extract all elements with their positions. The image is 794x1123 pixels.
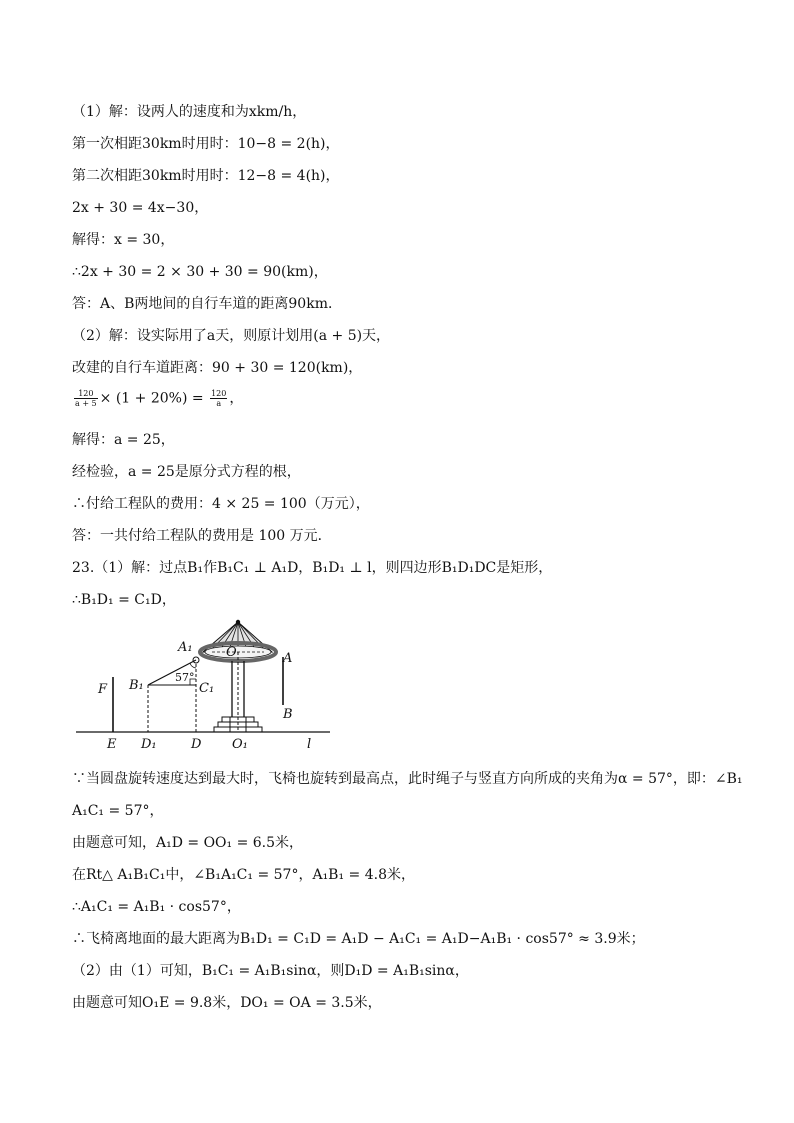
part1-line4: 2x + 30 = 4x−30， [72, 200, 209, 216]
label-angle-57: 57° [175, 671, 195, 684]
lhs-numerator: 120 [74, 389, 98, 399]
part2-answer: 答：一共付给工程队的费用是 100 万元． [72, 528, 332, 544]
rhs-denominator: a [216, 399, 222, 408]
carousel-figure [72, 617, 332, 752]
label-D: D [191, 737, 202, 752]
label-l: l [307, 737, 312, 752]
label-B1: B₁ [129, 678, 144, 693]
rhs-numerator: 120 [211, 389, 227, 398]
lhs-fraction [74, 389, 98, 408]
equation-tail: ， [229, 390, 244, 407]
part2-line1: （2）解：设实际用了a天，则原计划用(a + 5)天， [72, 328, 391, 344]
angle-arc [190, 663, 196, 668]
part1-line2: 第一次相距30km时用时：10−8 = 2(h)， [72, 136, 340, 152]
q23-line10: 由题意可知O₁E = 9.8米，DO₁ = OA = 3.5米， [72, 995, 382, 1011]
q23-line3: ∵当圆盘旋转速度达到最大时，飞椅也旋转到最高点，此时绳子与竖直方向所成的夹角为α = 57°，即：∠B₁ [72, 771, 743, 787]
part2-line4: 解得：a = 25， [72, 432, 175, 448]
label-C1: C₁ [199, 681, 215, 696]
canopy-top [236, 620, 240, 624]
part1-line6: ∴2x + 30 = 2 × 30 + 30 = 90(km)， [72, 264, 328, 280]
label-D1: D₁ [141, 737, 157, 752]
part2-line6: ∴付给工程队的费用：4 × 25 = 100（万元）， [72, 496, 370, 512]
part2-equation [72, 389, 243, 408]
q23-line7: ∴A₁C₁ = A₁B₁ · cos57°， [72, 899, 241, 915]
label-E: E [107, 737, 117, 752]
part1-answer: 答：A、B两地间的自行车道的距离90km． [72, 296, 342, 312]
part1-line3: 第二次相距30km时用时：12−8 = 4(h)， [72, 168, 340, 184]
lhs-denominator: a + 5 [75, 399, 97, 408]
part2-line5: 经检验，a = 25是原分式方程的根， [72, 464, 301, 480]
label-F: F [98, 682, 108, 697]
label-A1: A₁ [178, 640, 193, 655]
part2-line2: 改建的自行车道距离：90 + 30 = 120(km)， [72, 360, 363, 376]
rhs-fraction [210, 389, 227, 408]
q23-line4: A₁C₁ = 57°， [72, 803, 164, 819]
equation-middle: × (1 + 20%) = [99, 390, 204, 407]
label-B: B [283, 707, 293, 722]
q23-line2: ∴B₁D₁ = C₁D， [72, 592, 176, 608]
q23-line1: 23.（1）解：过点B₁作B₁C₁ ⊥ A₁D，B₁D₁ ⊥ l，则四边形B₁D₁DC是矩形， [72, 560, 553, 576]
q23-line8: ∴飞椅离地面的最大距离为B₁D₁ = C₁D = A₁D − A₁C₁ = A₁D−A₁B₁ · cos57° ≈ 3.9米； [72, 931, 645, 947]
part1-line5: 解得：x = 30， [72, 232, 175, 248]
q23-line9: （2）由（1）可知，B₁C₁ = A₁B₁sinα，则D₁D = A₁B₁sinα， [72, 963, 469, 979]
label-O: O [226, 645, 237, 660]
label-O1: O₁ [232, 737, 248, 752]
q23-line5: 由题意可知，A₁D = OO₁ = 6.5米， [72, 835, 304, 851]
label-A: A [283, 651, 293, 666]
part1-line1: （1）解：设两人的速度和为xkm/h， [72, 104, 307, 120]
q23-line6: 在Rt△ A₁B₁C₁中，∠B₁A₁C₁ = 57°，A₁B₁ = 4.8米， [72, 867, 415, 883]
